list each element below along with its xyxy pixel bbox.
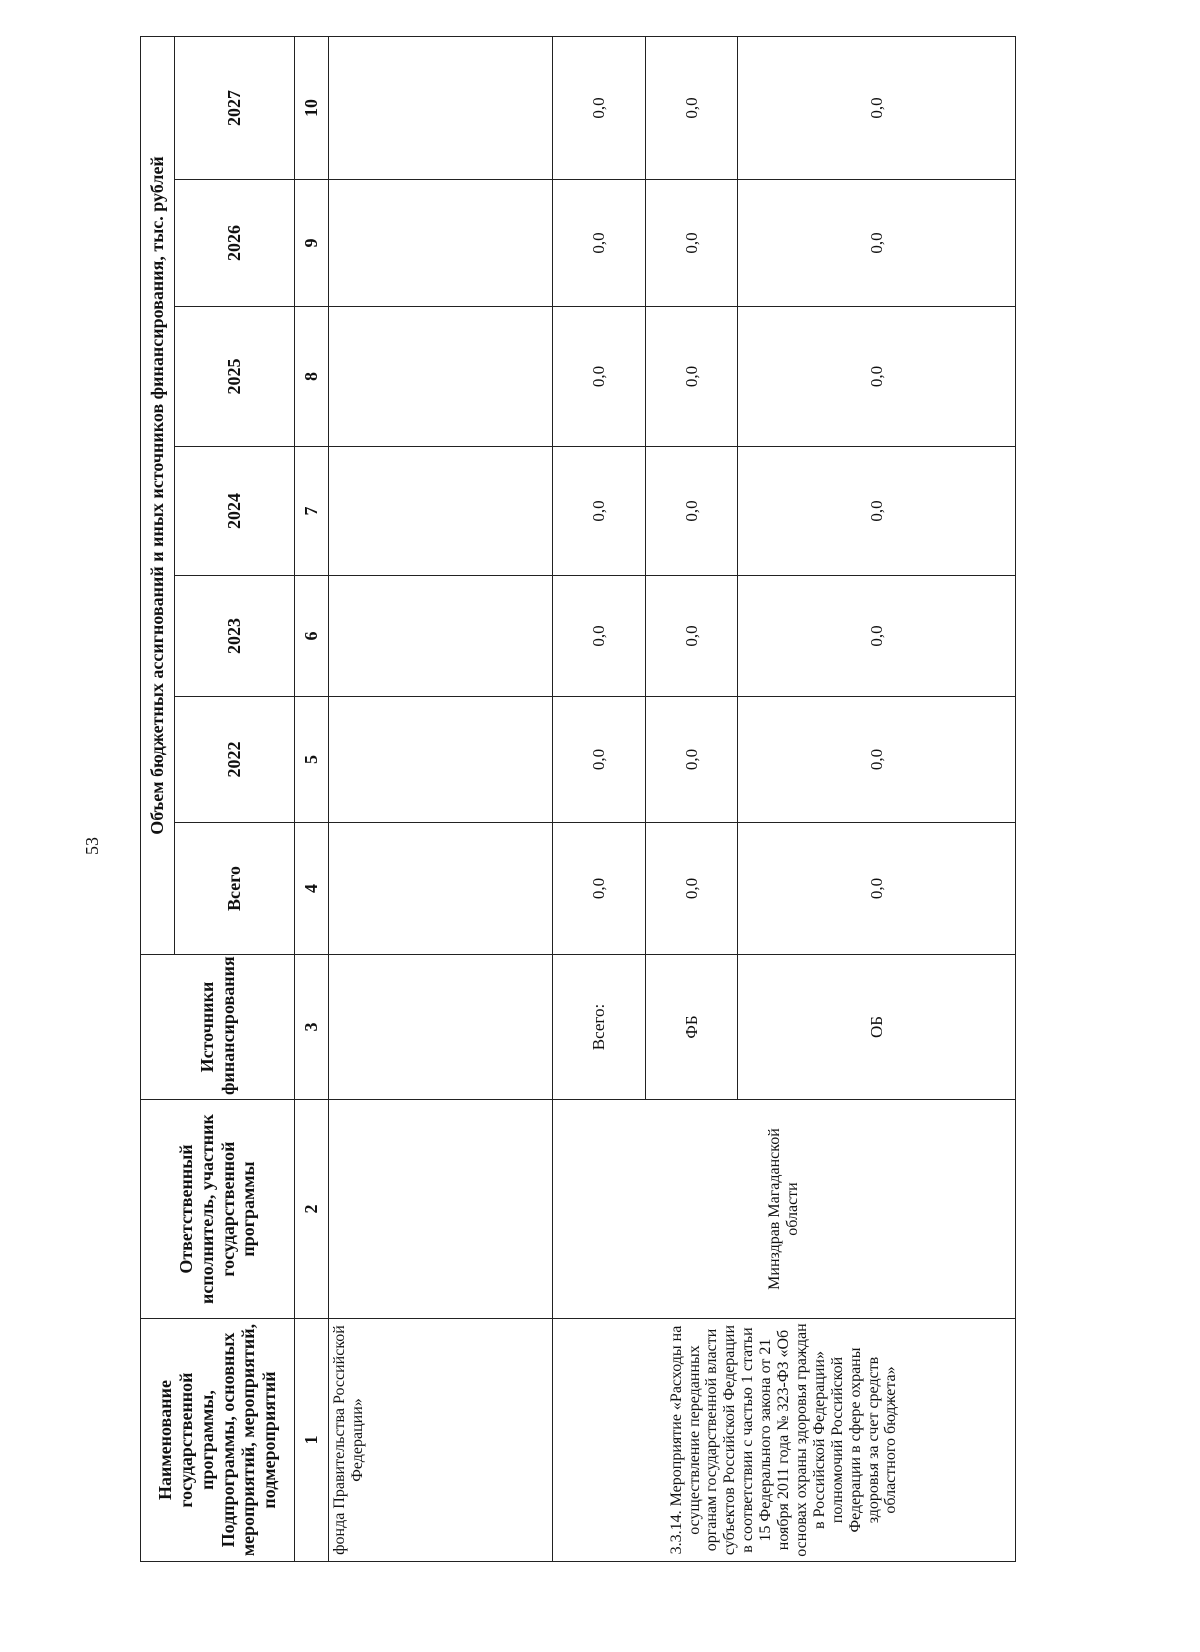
measure-executor-cell: Минздрав Магаданской области: [553, 1100, 1016, 1319]
empty-cell: [329, 823, 553, 955]
header-year-2022: 2022: [175, 697, 295, 823]
empty-cell: [329, 307, 553, 447]
value-cell: 0,0: [738, 823, 1016, 955]
empty-cell: [329, 1100, 553, 1319]
rotated-table-container: [140, 37, 1015, 1562]
value-cell: 0,0: [646, 180, 738, 307]
header-source-column: Источники финансирования: [141, 955, 295, 1100]
header-year-2026: 2026: [175, 180, 295, 307]
financing-table: [140, 36, 1016, 1562]
source-cell: ФБ: [646, 955, 738, 1100]
column-number: 2: [295, 1100, 329, 1319]
header-year-2027: 2027: [175, 36, 295, 179]
empty-cell: [329, 576, 553, 697]
value-cell: 0,0: [738, 576, 1016, 697]
value-cell: 0,0: [738, 697, 1016, 823]
value-cell: 0,0: [646, 576, 738, 697]
value-cell: 0,0: [646, 697, 738, 823]
measure-name-cell: 3.3.14. Мероприятие «Расходы на осуществление переданных органам государственной власти субъектов Российской Федерации в соответствии с частью 1 статьи 15 Федерального закона от 21 ноября 2011 года № 323-ФЗ «Об основах охраны здоровья граждан в Российской Федерации» полномочий Российской Федерации в сфере охраны здоровья за счет средств областного бюджета»: [553, 1319, 1016, 1562]
value-cell: 0,0: [738, 180, 1016, 307]
header-year-2025: 2025: [175, 307, 295, 447]
page-number: 53: [82, 837, 102, 855]
value-cell: 0,0: [646, 823, 738, 955]
header-year-2024: 2024: [175, 447, 295, 576]
empty-cell: [329, 955, 553, 1100]
header-executor-column: Ответственный исполнитель, участник государственной программы: [141, 1100, 295, 1319]
continuation-name-cell: фонда Правительства Российской Федерации»: [329, 1319, 553, 1562]
value-cell: 0,0: [553, 823, 646, 955]
empty-cell: [329, 36, 553, 179]
value-cell: 0,0: [553, 576, 646, 697]
empty-cell: [329, 180, 553, 307]
header-financing-group: Объем бюджетных ассигнований и иных источников финансирования, тыс. рублей: [141, 36, 175, 954]
column-number: 9: [295, 180, 329, 307]
value-cell: 0,0: [553, 697, 646, 823]
column-number: 8: [295, 307, 329, 447]
value-cell: 0,0: [646, 36, 738, 179]
value-cell: 0,0: [646, 307, 738, 447]
value-cell: 0,0: [553, 447, 646, 576]
value-cell: 0,0: [553, 180, 646, 307]
column-number: 1: [295, 1319, 329, 1562]
source-cell: Всего:: [553, 955, 646, 1100]
value-cell: 0,0: [738, 36, 1016, 179]
column-number: 7: [295, 447, 329, 576]
column-number: 4: [295, 823, 329, 955]
column-number: 10: [295, 36, 329, 179]
column-number: 5: [295, 697, 329, 823]
empty-cell: [329, 447, 553, 576]
value-cell: 0,0: [738, 447, 1016, 576]
header-name-column: Наименование государственной программы, Подпрограммы, основных мероприятий, мероприятий, подмероприятий: [141, 1319, 295, 1562]
header-year-2023: 2023: [175, 576, 295, 697]
header-year-total: Всего: [175, 823, 295, 955]
column-number: 6: [295, 576, 329, 697]
source-cell: ОБ: [738, 955, 1016, 1100]
value-cell: 0,0: [738, 307, 1016, 447]
value-cell: 0,0: [553, 307, 646, 447]
empty-cell: [329, 697, 553, 823]
value-cell: 0,0: [553, 36, 646, 179]
value-cell: 0,0: [646, 447, 738, 576]
column-number: 3: [295, 955, 329, 1100]
